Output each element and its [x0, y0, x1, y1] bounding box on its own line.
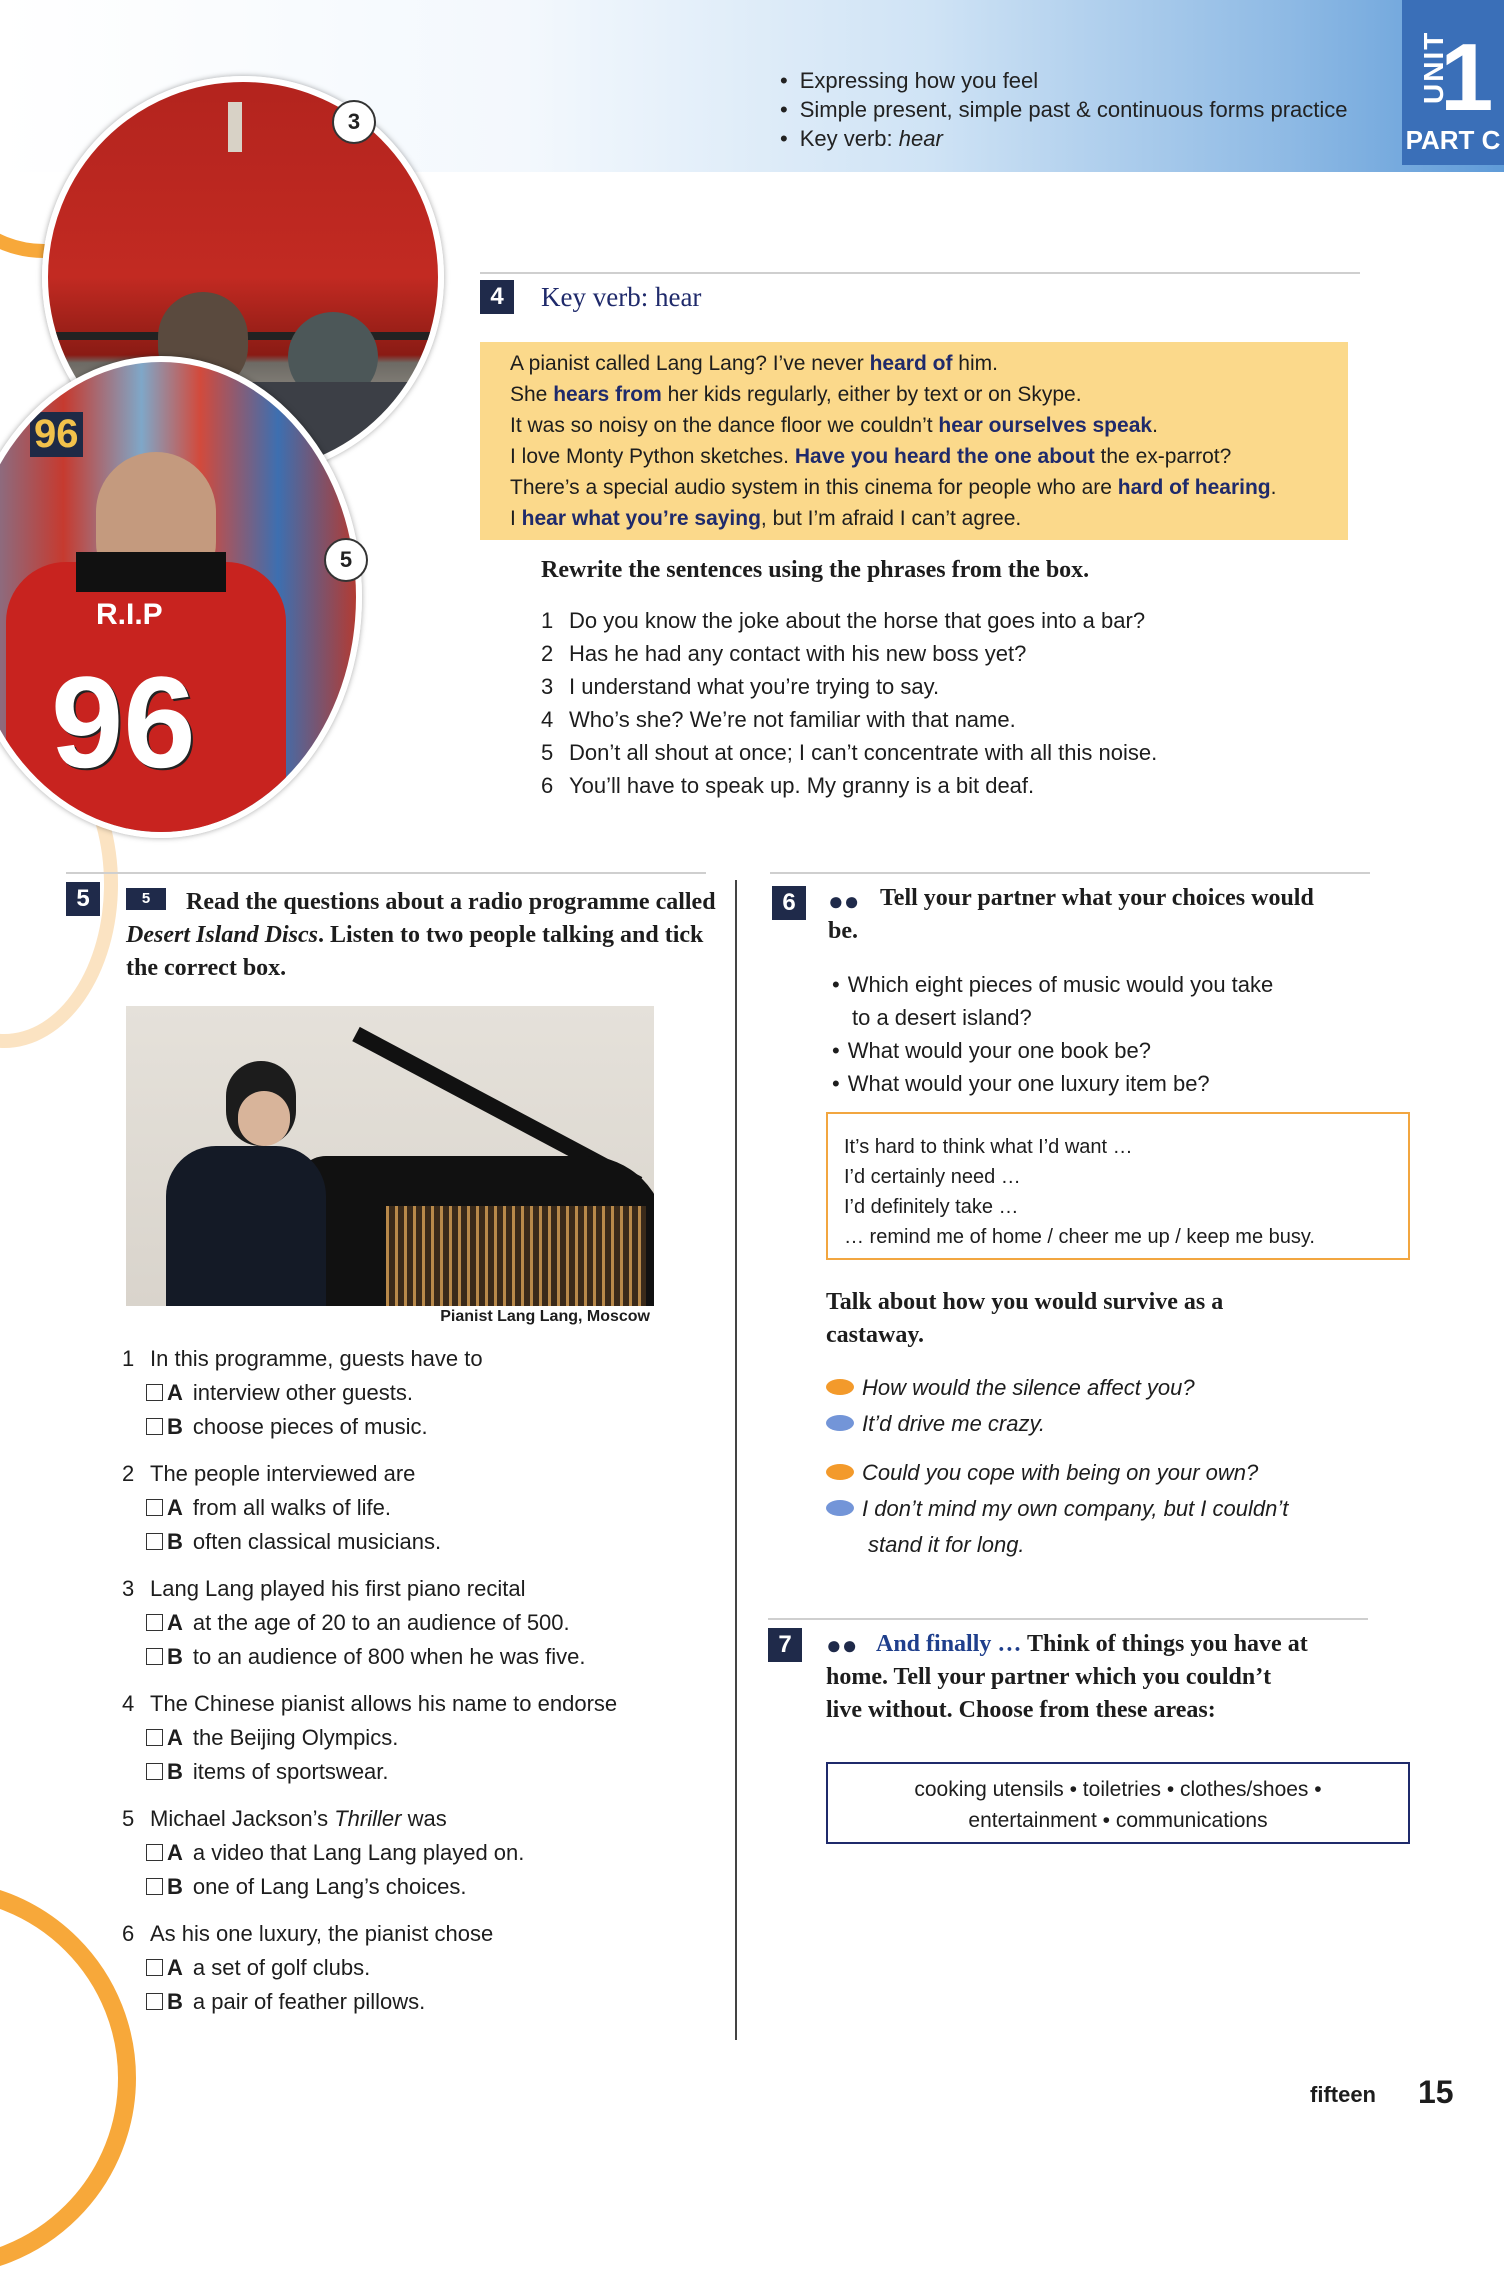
option-text: a set of golf clubs.	[192, 1955, 371, 1980]
phrase: It’s hard to think what I’d want …	[844, 1136, 1133, 1158]
sentence-text: .	[1270, 476, 1277, 499]
question-number: 3	[122, 1576, 135, 1601]
option-letter: A	[167, 1610, 183, 1635]
column-divider	[735, 880, 737, 2040]
example-sentence	[510, 348, 1348, 379]
answer-option-b	[122, 1640, 722, 1674]
option-text: interview other guests.	[192, 1380, 413, 1405]
bullet-item: • Which eight pieces of music would you take	[832, 968, 1273, 1001]
stem-text: Michael Jackson’s	[150, 1806, 335, 1831]
answer-option-a	[122, 1376, 722, 1410]
pair-work-icon: ●●	[828, 886, 860, 916]
key-phrase: hear ourselves speak	[938, 414, 1153, 437]
objective-item: • Simple present, simple past & continuous forms practice	[780, 95, 1348, 124]
checkbox[interactable]	[146, 1533, 163, 1550]
question-number: 2	[122, 1461, 135, 1486]
example-sentence	[510, 441, 1348, 472]
answer-option-b	[122, 1755, 722, 1789]
unit-tab	[1402, 0, 1504, 165]
bullet-item-continued: to a desert island?	[852, 1005, 1032, 1030]
sentence-text: I	[510, 507, 522, 530]
question-stem	[122, 1917, 722, 1951]
item-text: Who’s she? We’re not familiar with that name.	[569, 707, 1016, 732]
speech-bubble-icon	[826, 1415, 854, 1431]
programme-title: Desert Island Discs	[126, 922, 319, 948]
instruction-text: . Listen to two people talking and tick the correct box.	[126, 922, 704, 981]
section-7-instruction	[826, 1628, 1426, 1727]
key-phrase: heard of	[869, 352, 953, 375]
checkbox[interactable]	[146, 1844, 163, 1861]
rewrite-sentence	[541, 736, 1157, 769]
section-4-rule	[480, 272, 1360, 274]
checkbox[interactable]	[146, 1729, 163, 1746]
speech-bubble-icon	[826, 1464, 854, 1480]
item-text: Don’t all shout at once; I can’t concentrate with all this noise.	[569, 740, 1158, 765]
checkbox[interactable]	[146, 1499, 163, 1516]
talk-instruction	[826, 1286, 1223, 1352]
option-text: choose pieces of music.	[192, 1414, 428, 1439]
option-letter: B	[167, 1644, 183, 1669]
option-text: a pair of feather pillows.	[192, 1989, 426, 2014]
areas-line: cooking utensils • toiletries • clothes/shoes •	[914, 1778, 1322, 1801]
sentence-text: her kids regularly, either by text or on Skype.	[661, 383, 1082, 406]
dialogue-answer-continued: stand it for long.	[868, 1532, 1025, 1557]
question-stem	[122, 1342, 722, 1376]
rewrite-sentence	[541, 637, 1157, 670]
section-4-sentences	[541, 604, 1157, 802]
question-number: 5	[122, 1806, 135, 1831]
instruction-text: Tell your partner what your choices would be.	[828, 885, 1314, 944]
key-phrase: hear what you’re saying	[521, 507, 761, 530]
option-text: the Beijing Olympics.	[192, 1725, 399, 1750]
section-6-instruction	[828, 882, 1348, 948]
question-6	[122, 1917, 722, 2019]
item-number: 3	[541, 674, 554, 699]
talk-instruction-line: castaway.	[826, 1322, 924, 1348]
section-6-rule	[770, 872, 1370, 874]
unit-label: UNIT	[1418, 30, 1449, 104]
talk-instruction-line: Talk about how you would survive as a	[826, 1289, 1224, 1315]
sentence-text: She	[510, 383, 554, 406]
stem-text: The people interviewed are	[150, 1461, 416, 1486]
example-sentence	[510, 503, 1348, 534]
item-text: Do you know the joke about the horse that goes into a bar?	[569, 608, 1146, 633]
option-text: at the age of 20 to an audience of 500.	[192, 1610, 570, 1635]
page-number: 15	[1418, 2074, 1454, 2110]
question-number: 6	[122, 1921, 135, 1946]
question-number: 4	[122, 1691, 135, 1716]
option-letter: A	[167, 1495, 183, 1520]
instruction-line	[826, 1628, 1426, 1661]
section-6-bullets	[832, 968, 1273, 1100]
item-text: I understand what you’re trying to say.	[569, 674, 940, 699]
sentence-text: the ex-parrot?	[1094, 445, 1232, 468]
rewrite-sentence	[541, 769, 1157, 802]
section-5-instruction	[126, 886, 726, 985]
dialogue-answer	[826, 1406, 1195, 1442]
question-2	[122, 1457, 722, 1559]
example-dialogue-1	[826, 1370, 1195, 1442]
example-dialogue-2	[826, 1455, 1288, 1563]
photo-number-5: 5	[324, 538, 368, 582]
option-letter: A	[167, 1380, 183, 1405]
pianist-face	[238, 1091, 290, 1146]
areas-line: entertainment • communications	[968, 1809, 1268, 1832]
question-text: Could you cope with being on your own?	[862, 1460, 1259, 1485]
speech-bubble-icon	[826, 1379, 854, 1395]
option-letter: A	[167, 1955, 183, 1980]
option-text: a video that Lang Lang played on.	[192, 1840, 525, 1865]
question-stem	[122, 1687, 722, 1721]
item-text: You’ll have to speak up. My granny is a bit deaf.	[569, 773, 1035, 798]
key-phrase: hears from	[553, 383, 662, 406]
question-1	[122, 1342, 722, 1444]
instruction-line: home. Tell your partner which you couldn’t	[826, 1664, 1272, 1690]
checkbox[interactable]	[146, 1763, 163, 1780]
pianist-body	[166, 1146, 326, 1306]
question-4	[122, 1687, 722, 1789]
option-text: one of Lang Lang’s choices.	[192, 1874, 467, 1899]
phrase: I’d definitely take …	[844, 1196, 1019, 1218]
sentence-text: A pianist called Lang Lang? I’ve never	[510, 352, 870, 375]
example-sentence	[510, 410, 1348, 441]
answer-text: It’d drive me crazy.	[862, 1411, 1045, 1436]
phrase: … remind me of home / cheer me up / keep me busy.	[844, 1226, 1315, 1248]
item-number: 5	[541, 740, 554, 765]
part-label: PART C	[1405, 125, 1501, 155]
sentence-text: , but I’m afraid I can’t agree.	[760, 507, 1022, 530]
decorative-arc-bottom	[0, 1880, 136, 2276]
photo-pianist	[126, 1006, 654, 1306]
pair-work-icon: ●●	[826, 1630, 858, 1660]
question-number: 1	[122, 1346, 135, 1371]
sentence-text: There’s a special audio system in this cinema for people who are	[510, 476, 1118, 499]
key-verb-examples-box	[480, 342, 1348, 540]
bullet-item: • What would your one book be?	[832, 1034, 1273, 1067]
objective-item: • Expressing how you feel	[780, 66, 1348, 95]
areas-box	[826, 1762, 1410, 1844]
option-text: from all walks of life.	[192, 1495, 391, 1520]
shirt-text: R.I.P	[96, 598, 163, 631]
piano-strings	[386, 1206, 646, 1306]
section-6-number: 6	[772, 886, 806, 920]
photo-caption: Pianist Lang Lang, Moscow	[440, 1308, 650, 1325]
example-sentence	[510, 379, 1348, 410]
answer-option-b	[122, 1985, 722, 2019]
option-letter: B	[167, 1989, 183, 2014]
option-letter: B	[167, 1414, 183, 1439]
black-collar	[76, 552, 226, 592]
checkbox[interactable]	[146, 1878, 163, 1895]
answer-option-a	[122, 1721, 722, 1755]
stem-text: The Chinese pianist allows his name to endorse	[150, 1691, 618, 1716]
option-text: to an audience of 800 when he was five.	[192, 1644, 586, 1669]
instruction-text: Think of things you have at	[1021, 1631, 1308, 1657]
option-letter: B	[167, 1759, 183, 1784]
answer-option-a	[122, 1606, 722, 1640]
section-7-rule	[768, 1618, 1368, 1620]
answer-option-b	[122, 1525, 722, 1559]
sentence-text: him.	[952, 352, 998, 375]
checkbox[interactable]	[146, 1993, 163, 2010]
section-5-rule	[66, 872, 706, 874]
question-3	[122, 1572, 722, 1674]
question-stem	[122, 1457, 722, 1491]
dialogue-answer	[826, 1491, 1288, 1527]
option-text: often classical musicians.	[192, 1529, 442, 1554]
answer-option-b	[122, 1870, 722, 1904]
key-phrase: hard of hearing	[1117, 476, 1271, 499]
section-7-number: 7	[768, 1628, 802, 1662]
stem-text: As his one luxury, the pianist chose	[150, 1921, 494, 1946]
option-text: items of sportswear.	[192, 1759, 389, 1784]
sentence-text: I love Monty Python sketches.	[510, 445, 795, 468]
item-number: 1	[541, 608, 554, 633]
answer-option-a	[122, 1836, 722, 1870]
checkbox[interactable]	[146, 1418, 163, 1435]
key-verb-label: Key verb:	[799, 126, 899, 151]
checkbox[interactable]	[146, 1384, 163, 1401]
shirt-number: 96	[51, 649, 196, 795]
rewrite-sentence	[541, 703, 1157, 736]
checkbox[interactable]	[146, 1648, 163, 1665]
question-stem	[122, 1802, 722, 1836]
stem-text: In this programme, guests have to	[150, 1346, 483, 1371]
scarf-number: 96	[30, 412, 83, 457]
stem-text: Lang Lang played his first piano recital	[150, 1576, 526, 1601]
useful-phrases-box	[826, 1112, 1410, 1260]
key-verb-hear: hear	[898, 126, 943, 151]
item-text: Has he had any contact with his new boss yet?	[569, 641, 1027, 666]
answer-option-a	[122, 1491, 722, 1525]
item-number: 2	[541, 641, 554, 666]
dialogue-question	[826, 1370, 1195, 1406]
option-letter: A	[167, 1840, 183, 1865]
item-number: 4	[541, 707, 554, 732]
option-letter: B	[167, 1874, 183, 1899]
section-5-questions	[122, 1342, 722, 2032]
objective-item	[780, 124, 1348, 153]
bullet-item: • What would your one luxury item be?	[832, 1067, 1273, 1100]
stem-text: was	[401, 1806, 447, 1831]
figure-in-field	[228, 102, 242, 152]
answer-option-a	[122, 1951, 722, 1985]
speech-bubble-icon	[826, 1500, 854, 1516]
section-4-instruction: Rewrite the sentences using the phrases from the box.	[541, 557, 1090, 583]
option-letter: A	[167, 1725, 183, 1750]
unit-number: 1	[1440, 24, 1494, 131]
sentence-text: .	[1152, 414, 1158, 437]
section-5-number: 5	[66, 882, 100, 916]
page-number-word: fifteen	[1310, 2082, 1376, 2107]
sentence-text: It was so noisy on the dance floor we couldn’t	[510, 414, 939, 437]
question-stem	[122, 1572, 722, 1606]
section-4-title: Key verb: hear	[541, 282, 702, 312]
lesson-objectives	[780, 66, 1348, 153]
instruction-text: Read the questions about a radio programme called	[186, 889, 716, 915]
photo-number-3: 3	[332, 100, 376, 144]
dialogue-question	[826, 1455, 1288, 1491]
example-sentence	[510, 472, 1348, 503]
option-letter: B	[167, 1529, 183, 1554]
answer-option-b	[122, 1410, 722, 1444]
audio-track-number: 5	[141, 890, 151, 907]
rewrite-sentence	[541, 604, 1157, 637]
answer-text: I don’t mind my own company, but I couldn’t	[862, 1496, 1289, 1521]
and-finally-label: And finally …	[876, 1631, 1022, 1657]
rewrite-sentence	[541, 670, 1157, 703]
checkbox[interactable]	[146, 1959, 163, 1976]
instruction-line: live without. Choose from these areas:	[826, 1697, 1216, 1723]
stem-text: Thriller	[334, 1806, 402, 1831]
item-number: 6	[541, 773, 554, 798]
section-4-number: 4	[480, 280, 514, 314]
question-5	[122, 1802, 722, 1904]
question-text: How would the silence affect you?	[862, 1375, 1195, 1400]
phrase: I’d certainly need …	[844, 1166, 1021, 1188]
checkbox[interactable]	[146, 1614, 163, 1631]
key-phrase: Have you heard the one about	[794, 445, 1095, 468]
